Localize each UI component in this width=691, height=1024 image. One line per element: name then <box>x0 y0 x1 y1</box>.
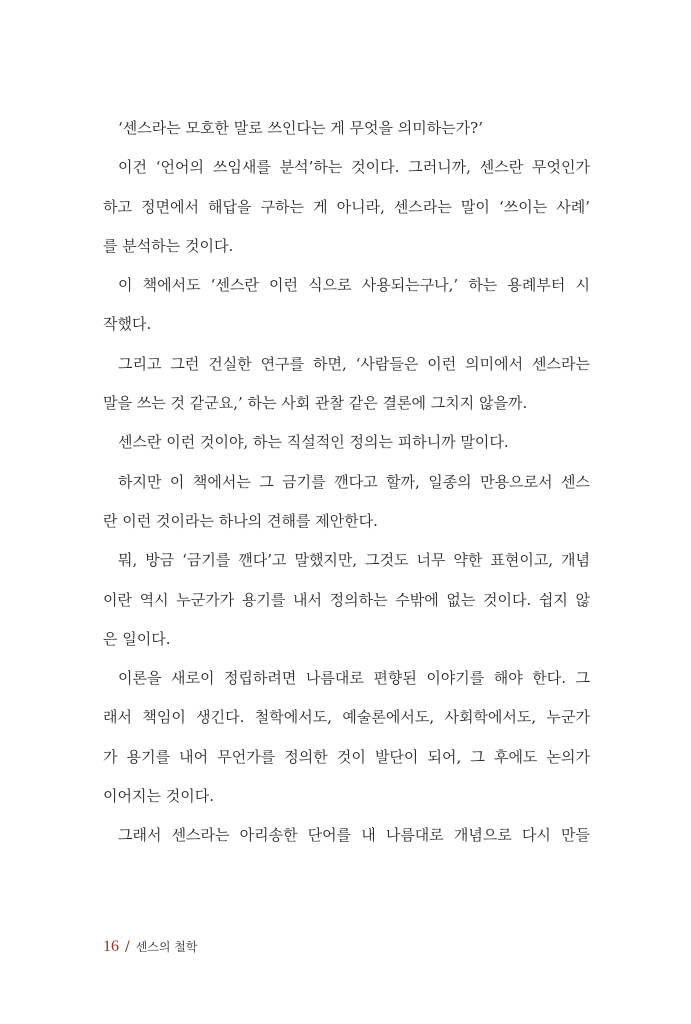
footer-separator: / <box>125 939 130 955</box>
text-line: 란 이런 것이라는 하나의 견해를 제안한다. <box>103 511 378 530</box>
book-title: 센스의 철학 <box>135 940 198 954</box>
text-line: 뭐, 방금 ‘금기를 깬다’고 말했지만, 그것도 너무 약한 표현이고, 개념 <box>118 551 590 570</box>
text-line: 그리고 그런 건실한 연구를 하면, ‘사람들은 이런 의미에서 센스라는 <box>118 354 590 373</box>
text-line: 작했다. <box>103 315 152 334</box>
body-text <box>103 116 590 863</box>
text-line: 하지만 이 책에서는 그 금기를 깬다고 할까, 일종의 만용으로서 센스 <box>118 472 590 491</box>
page-footer <box>103 938 198 956</box>
text-line: 말을 쓰는 것 같군요,’ 하는 사회 관찰 같은 결론에 그치지 않을까. <box>103 394 528 413</box>
text-line: 래서 책임이 생긴다. 철학에서도, 예술론에서도, 사회학에서도, 누군가 <box>103 708 590 727</box>
text-line: 센스란 이런 것이야, 하는 직설적인 정의는 피하니까 말이다. <box>118 433 509 452</box>
text-line: 이란 역시 누군가가 용기를 내서 정의하는 수밖에 없는 것이다. 쉽지 않 <box>103 590 590 609</box>
page-number: 16 <box>103 938 119 955</box>
text-line: 이론을 새로이 정립하려면 나름대로 편향된 이야기를 해야 한다. 그 <box>118 669 590 688</box>
text-line: 를 분석하는 것이다. <box>103 236 234 255</box>
text-line: 하고 정면에서 해답을 구하는 게 아니라, 센스라는 말이 ‘쓰이는 사례’ <box>103 197 590 216</box>
text-line: 가 용기를 내어 무언가를 정의한 것이 발단이 되어, 그 후에도 논의가 <box>103 747 590 766</box>
text-line: 은 일이다. <box>103 629 171 648</box>
text-line: 이 책에서도 ‘센스란 이런 식으로 사용되는구나,’ 하는 용례부터 시 <box>118 276 590 295</box>
text-line: ‘센스라는 모호한 말로 쓰인다는 게 무엇을 의미하는가?’ <box>118 119 483 137</box>
text-line: 그래서 센스라는 아리송한 단어를 내 나름대로 개념으로 다시 만들 <box>118 826 590 845</box>
text-line: 이건 ‘언어의 쓰임새를 분석’하는 것이다. 그러니까, 센스란 무엇인가 <box>118 158 590 177</box>
text-line: 이어지는 것이다. <box>103 787 214 806</box>
